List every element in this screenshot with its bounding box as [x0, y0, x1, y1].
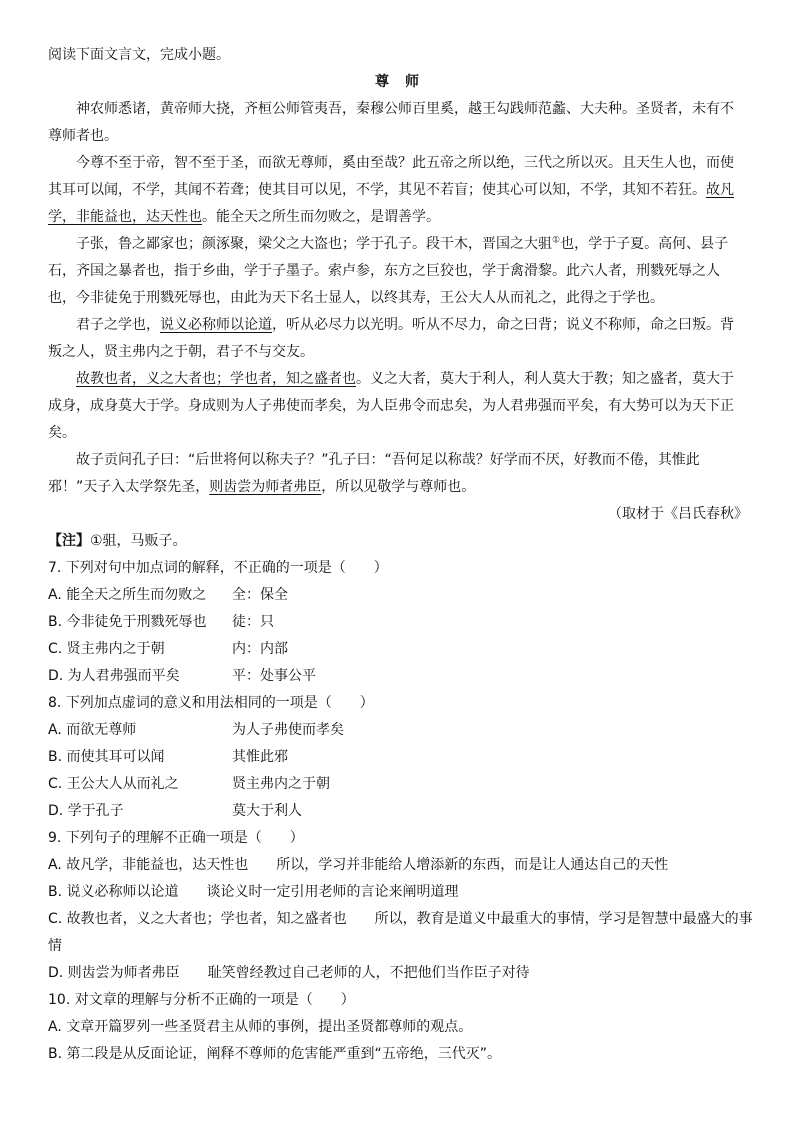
paragraph-2-line-3: [48, 204, 748, 231]
paragraph-4-text: 君子之学也，: [76, 317, 160, 333]
source-citation: （取材于《吕氏春秋》: [608, 506, 748, 522]
question-10-option-b: B. 第二段是从反面论证，阐释不尊师的危害能严重到“五帝绝，三代灭”。: [48, 1046, 502, 1062]
option-text: A. 能全天之所生而勿败之: [48, 587, 207, 603]
paragraph-6-line-2: [48, 474, 748, 501]
question-9-option-b: B. 说义必称师以论道 谈论义时一定引用老师的言论来阐明道理: [48, 884, 459, 900]
paragraph-1-line-1: 神农师悉诸，黄帝师大挠，齐桓公师管夷吾，秦穆公师百里奚，越王勾践师范蠡、大夫种。圣贤者，未有不: [76, 101, 734, 117]
question-9-stem: 9. 下列句子的理解不正确一项是（ ）: [48, 830, 304, 846]
passage-title: [48, 69, 748, 96]
option-explanation: 平：处事公平: [232, 668, 316, 684]
question-10-option-a: A. 文章开篇罗列一些圣贤君主从师的事例，提出圣贤都尊师的观点。: [48, 1019, 473, 1035]
paragraph-3-text: 也，学于子夏。高何、县子: [560, 236, 729, 252]
underlined-phrase: 故教也者，义之大者也；学也者，知之盛者也: [76, 371, 356, 387]
paragraph-4-line-2: 叛之人，贤主弗内之于朝，君子不与交友。: [48, 344, 314, 360]
paragraph-5-line-2: 成身，成身莫大于学。身成则为人子弗使而孝矣，为人臣弗令而忠矣，为人君弗强而平矣，有大势可以为天下正: [48, 398, 734, 414]
paragraph-5-line-3: 矣。: [48, 425, 76, 441]
question-7-option-a: [48, 582, 748, 609]
underlined-phrase: 故凡: [706, 182, 734, 198]
question-7-stem: 7. 下列对句中加点词的解释，不正确的一项是（ ）: [48, 560, 388, 576]
paragraph-3-text: 子张，鲁之鄙家也；颜涿聚，梁父之大盗也；学于孔子。段干木，晋国之大驵: [76, 236, 552, 252]
option-compare: 为人子弗使而孝矣: [232, 722, 344, 738]
paragraph-2-line-1: 今尊不至于帝，智不至于圣，而欲无尊师，奚由至哉？此五帝之所以绝，三代之所以灭。且天生人也，而使: [76, 155, 734, 171]
option-compare: 其惟此邪: [232, 749, 288, 765]
note-text: ①驵，马贩子。: [90, 533, 187, 549]
paragraph-2-text: 。能全天之所生而勿败之，是谓善学。: [202, 209, 440, 225]
title-char-1: 尊: [375, 74, 391, 90]
paragraph-4-line-1: [48, 312, 748, 339]
title-char-2: 师: [405, 74, 421, 90]
option-text: B. 今非徒免于刑戮死辱也: [48, 614, 207, 630]
intro-instruction: 阅读下面文言文，完成小题。: [48, 47, 230, 63]
question-9-option-a: A. 故凡学，非能益也，达天性也 所以，学习并非能给人增添新的东西，而是让人通达自己的天性: [48, 857, 669, 873]
paragraph-3-line-1: [48, 231, 748, 258]
question-7-option-c: [48, 636, 748, 663]
underlined-phrase: 则齿尝为师者弗臣: [209, 479, 322, 495]
question-8-option-d: [48, 798, 748, 825]
question-8-option-a: [48, 717, 748, 744]
option-explanation: 徒：只: [232, 614, 274, 630]
paragraph-3-line-3: 也，今非徒免于刑戮死辱也，由此为天下名士显人，以终其寿，王公大人从而礼之，此得之于学也。: [48, 290, 664, 306]
question-9-option-c-cont: 情: [48, 938, 62, 954]
option-compare: 莫大于利人: [232, 803, 302, 819]
paragraph-6-line-1: 故子贡问孔子曰：“后世将何以称夫子？”孔子曰：“吾何足以称哉？好学而不厌，好教而不倦，其惟此: [76, 452, 700, 468]
paragraph-4-text: ，听从必尽力以光明。听从不尽力，命之曰背；说义不称师，命之曰叛。背: [272, 317, 734, 333]
question-8-stem: 8. 下列加点虚词的意义和用法相同的一项是（ ）: [48, 695, 374, 711]
paragraph-1-line-2: 尊师者也。: [48, 128, 118, 144]
paragraph-5-text: 。义之大者，莫大于利人，利人莫大于教；知之盛者，莫大于: [356, 371, 734, 387]
question-7-option-b: [48, 609, 748, 636]
option-text: C. 王公大人从而礼之: [48, 776, 179, 792]
question-9-option-d: D. 则齿尝为师者弗臣 耻笑曾经教过自己老师的人，不把他们当作臣子对待: [48, 965, 530, 981]
paragraph-3-line-2: 石，齐国之暴者也，指于乡曲，学于子墨子。索卢参，东方之巨狡也，学于禽滑黎。此六人者，刑戮死辱之人: [48, 263, 720, 279]
paragraph-6-text: ，所以见敬学与尊师也。: [321, 479, 476, 495]
question-9-option-c: C. 故教也者，义之大者也；学也者，知之盛者也 所以，教育是道义中最重大的事情，学习是智慧中最盛大的事: [48, 911, 753, 927]
paragraph-5-line-1: [48, 366, 748, 393]
option-explanation: 内：内部: [232, 641, 288, 657]
option-explanation: 全：保全: [232, 587, 288, 603]
underlined-phrase: 说义必称师以论道: [160, 317, 272, 333]
option-compare: 贤主弗内之于朝: [232, 776, 330, 792]
footnote-marker: ①: [552, 235, 561, 246]
exam-page: [48, 42, 753, 1068]
note-label: 【注】: [48, 533, 90, 549]
annotation-note: [48, 528, 748, 555]
option-text: C. 贤主弗内之于朝: [48, 641, 165, 657]
question-8-option-b: [48, 744, 748, 771]
option-text: A. 而欲无尊师: [48, 722, 137, 738]
paragraph-2-text: 其耳可以闻，不学，其闻不若聋；使其目可以见，不学，其见不若盲；使其心可以知，不学，其知不若狂。: [48, 182, 706, 198]
underlined-phrase: 学，非能益也，达天性也: [48, 209, 202, 225]
option-text: D. 为人君弗强而平矣: [48, 668, 180, 684]
paragraph-2-line-2: [48, 177, 748, 204]
question-8-option-c: [48, 771, 748, 798]
option-text: D. 学于孔子: [48, 803, 124, 819]
paragraph-6-text: 邪！”天子入太学祭先圣，: [48, 479, 210, 495]
option-text: B. 而使其耳可以闻: [48, 749, 165, 765]
question-7-option-d: [48, 663, 748, 690]
question-10-stem: 10. 对文章的理解与分析不正确的一项是（ ）: [48, 992, 355, 1008]
